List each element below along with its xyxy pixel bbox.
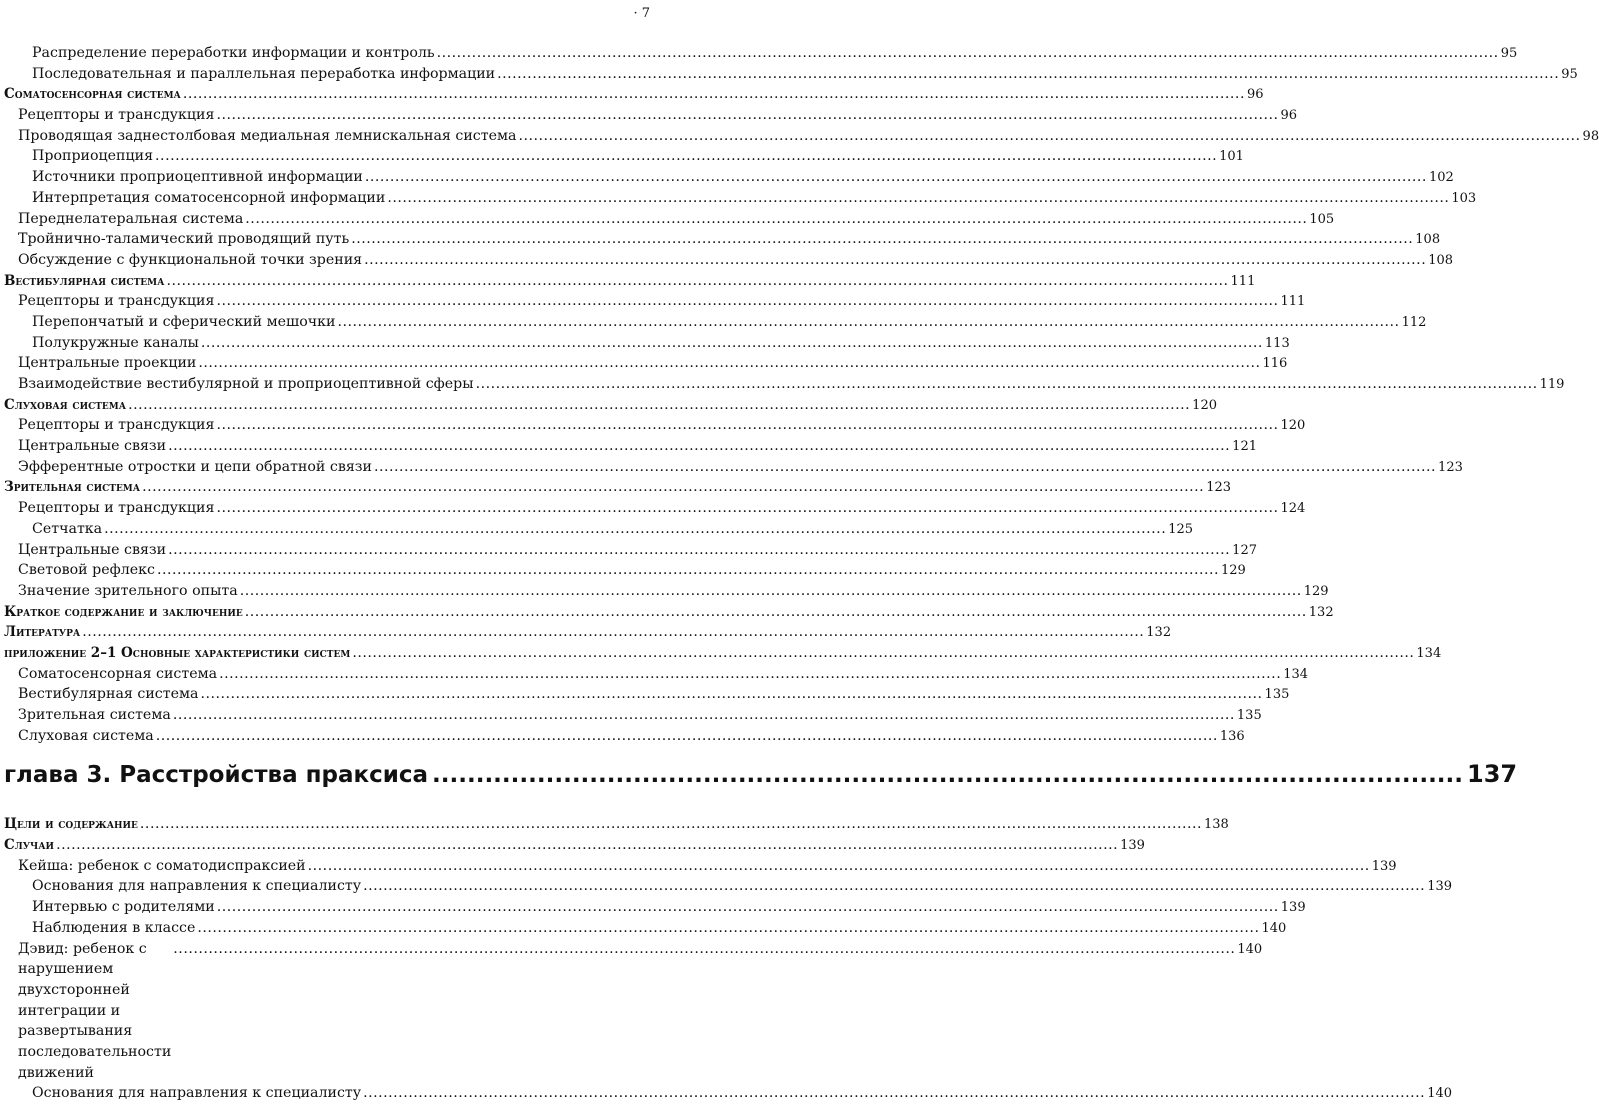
toc-entry bbox=[0, 684, 1290, 705]
toc-entry-title: Вестибулярная система bbox=[18, 686, 199, 703]
toc-entry-title: Соматосенсорная система bbox=[4, 86, 181, 103]
leader-dots bbox=[497, 64, 1559, 85]
table-of-contents bbox=[0, 43, 1599, 1104]
toc-entry-title: Рецепторы и трансдукция bbox=[18, 107, 215, 124]
toc-entry bbox=[0, 519, 1194, 540]
leader-dots bbox=[219, 664, 1281, 685]
toc-entry-page: 134 bbox=[1416, 645, 1442, 661]
toc-entry-page: 132 bbox=[1146, 625, 1172, 641]
toc-entry-title: Перепончатый и сферический мешочки bbox=[32, 313, 336, 330]
toc-entry-title: Соматосенсорная система bbox=[18, 665, 218, 682]
leader-dots bbox=[173, 939, 1235, 960]
leader-dots bbox=[216, 105, 1278, 126]
leader-dots bbox=[201, 333, 1263, 354]
toc-entry bbox=[0, 457, 1463, 478]
toc-entry-page: 120 bbox=[1280, 418, 1306, 434]
leader-dots bbox=[197, 918, 1259, 939]
toc-entry-page: 129 bbox=[1221, 563, 1246, 579]
leader-dots bbox=[168, 540, 1230, 561]
toc-entry-page: 113 bbox=[1264, 335, 1290, 351]
toc-entry-title: Полукружные каналы bbox=[32, 334, 199, 351]
toc-entry-title: Интерпретация соматосенсорной информации bbox=[32, 189, 386, 206]
toc-entry bbox=[0, 664, 1309, 685]
toc-entry bbox=[0, 250, 1454, 271]
toc-entry-page: 108 bbox=[1428, 252, 1454, 268]
toc-entry-title: Основания для направления к специалисту bbox=[32, 878, 362, 895]
toc-entry bbox=[0, 43, 1518, 64]
toc-entry-page: 135 bbox=[1264, 687, 1290, 703]
toc-entry-page: 139 bbox=[1120, 838, 1145, 854]
toc-entry bbox=[0, 856, 1397, 877]
toc-entry bbox=[0, 643, 1442, 664]
toc-entry-page: 120 bbox=[1192, 397, 1217, 413]
toc-entry-page: 98 bbox=[1582, 128, 1599, 144]
toc-entry-title: Взаимодействие вестибулярной и проприоцептивной сферы bbox=[18, 376, 474, 392]
toc-entry-title: Центральные проекции bbox=[18, 355, 197, 372]
leader-dots bbox=[476, 374, 1538, 395]
toc-entry-title: Переднелатеральная система bbox=[18, 210, 244, 227]
leader-dots bbox=[217, 897, 1279, 918]
toc-entry bbox=[0, 835, 1145, 856]
toc-entry-title: Интервью с родителями bbox=[32, 899, 215, 916]
toc-entry-title: Рецепторы и трансдукция bbox=[18, 293, 215, 310]
chapter-leader-dots bbox=[432, 762, 1463, 788]
toc-entry-title: Кейша: ребенок с соматодиспраксией bbox=[18, 857, 306, 874]
toc-entry-page: 124 bbox=[1280, 501, 1306, 517]
chapter-title: глава 3. Расстройства праксиса bbox=[4, 762, 429, 789]
chapter-page: 137 bbox=[1467, 760, 1518, 789]
page-number: · 7 bbox=[633, 6, 650, 21]
toc-entry bbox=[0, 64, 1578, 85]
toc-entry bbox=[0, 312, 1427, 333]
toc-entry-page: 121 bbox=[1232, 439, 1257, 455]
toc-entry-title: Слуховая система bbox=[18, 727, 154, 744]
toc-entry bbox=[0, 167, 1454, 188]
toc-entry bbox=[0, 876, 1453, 897]
toc-entry-title: приложение 2–1 Основные характеристики систем bbox=[4, 644, 351, 661]
toc-entry bbox=[0, 897, 1306, 918]
toc-entry-page: 112 bbox=[1401, 314, 1427, 330]
leader-dots bbox=[216, 498, 1278, 519]
toc-entry-title: Случаи bbox=[4, 837, 55, 854]
leader-dots bbox=[155, 146, 1217, 167]
toc-entry bbox=[0, 374, 1565, 395]
toc-entry bbox=[0, 209, 1335, 230]
toc-entry bbox=[0, 918, 1287, 939]
toc-entry-page: 125 bbox=[1168, 521, 1194, 537]
leader-dots bbox=[216, 291, 1278, 312]
leader-dots bbox=[245, 602, 1307, 623]
toc-entry-page: 116 bbox=[1262, 356, 1288, 372]
toc-entry-page: 123 bbox=[1206, 480, 1232, 496]
toc-entry-title: Центральные связи bbox=[18, 438, 167, 455]
toc-entry-title: Сетчатка bbox=[32, 520, 103, 537]
toc-entry bbox=[0, 146, 1244, 167]
toc-entry bbox=[0, 705, 1262, 726]
toc-entry-title: Распределение переработки информации и контроль bbox=[32, 45, 435, 61]
leader-dots bbox=[216, 415, 1278, 436]
toc-entry bbox=[0, 814, 1229, 835]
leader-dots bbox=[128, 395, 1190, 416]
leader-dots bbox=[352, 643, 1414, 664]
toc-entry-title: Дэвид: ребенок с нарушением двухсторонней интеграции и развертывания последовательности движений bbox=[18, 940, 172, 1081]
toc-entry-page: 135 bbox=[1236, 708, 1262, 723]
toc-entry-page: 140 bbox=[1237, 941, 1263, 957]
toc-entry bbox=[0, 939, 1263, 1084]
toc-entry-page: 105 bbox=[1309, 211, 1335, 227]
leader-dots bbox=[437, 43, 1499, 64]
toc-entry bbox=[0, 477, 1232, 498]
toc-entry-page: 138 bbox=[1204, 817, 1229, 833]
toc-entry-page: 139 bbox=[1280, 900, 1306, 916]
toc-entry-page: 139 bbox=[1371, 858, 1397, 874]
leader-dots bbox=[518, 126, 1580, 147]
toc-entry-title: Тройнично-таламический проводящий путь bbox=[18, 231, 350, 248]
leader-dots bbox=[245, 209, 1307, 230]
toc-entry-page: 101 bbox=[1219, 149, 1244, 165]
toc-entry-page: 95 bbox=[1561, 66, 1578, 82]
toc-entry bbox=[0, 540, 1257, 561]
toc-entry bbox=[0, 498, 1306, 519]
leader-dots bbox=[198, 353, 1260, 374]
toc-entry-title: Вестибулярная система bbox=[4, 272, 165, 289]
toc-entry-page: 119 bbox=[1539, 377, 1565, 392]
leader-dots bbox=[363, 1083, 1425, 1104]
toc-entry-title: Зрительная система bbox=[4, 479, 141, 496]
toc-entry-page: 111 bbox=[1230, 273, 1256, 289]
toc-entry-title: Основания для направления к специалисту bbox=[32, 1085, 362, 1102]
toc-entry-title: Обсуждение с функциональной точки зрения bbox=[18, 251, 363, 268]
toc-entry bbox=[0, 1083, 1453, 1104]
toc-entry-page: 102 bbox=[1428, 170, 1454, 186]
leader-dots bbox=[200, 684, 1262, 705]
toc-entry bbox=[0, 395, 1217, 416]
leader-dots bbox=[142, 477, 1204, 498]
toc-entry-title: Световой рефлекс bbox=[18, 562, 155, 579]
toc-entry-title: Слуховая система bbox=[4, 396, 127, 413]
toc-entry-title: Значение зрительного опыта bbox=[18, 582, 238, 599]
toc-entry-title: Эфферентные отростки и цепи обратной связи bbox=[18, 458, 372, 475]
leader-dots bbox=[82, 622, 1144, 643]
toc-entry-title: Краткое содержание и заключение bbox=[4, 603, 243, 620]
toc-entry bbox=[0, 333, 1290, 354]
toc-entry bbox=[0, 581, 1329, 602]
toc-entry-title: Рецепторы и трансдукция bbox=[18, 500, 215, 517]
leader-dots bbox=[308, 856, 1370, 877]
chapter-heading bbox=[0, 760, 1518, 814]
toc-entry-title: Источники проприоцептивной информации bbox=[32, 169, 363, 186]
toc-entry-page: 134 bbox=[1283, 666, 1309, 682]
toc-entry bbox=[0, 560, 1246, 581]
toc-entry-title: Зрительная система bbox=[18, 707, 171, 723]
toc-entry bbox=[0, 353, 1288, 374]
leader-dots bbox=[168, 436, 1230, 457]
toc-entry-page: 136 bbox=[1219, 728, 1245, 744]
toc-entry-title: Последовательная и параллельная переработка информации bbox=[32, 65, 496, 82]
leader-dots bbox=[104, 519, 1166, 540]
leader-dots bbox=[337, 312, 1399, 333]
toc-entry-title: Наблюдения в классе bbox=[32, 919, 196, 936]
toc-entry-page: 129 bbox=[1303, 583, 1329, 599]
toc-entry-title: Центральные связи bbox=[18, 541, 167, 558]
toc-entry-page: 108 bbox=[1415, 232, 1441, 248]
toc-entry bbox=[0, 105, 1298, 126]
toc-entry-title: Цели и содержание bbox=[4, 816, 138, 833]
toc-list-chapter-3 bbox=[0, 814, 1453, 1104]
leader-dots bbox=[183, 84, 1245, 105]
toc-entry-page: 96 bbox=[1280, 108, 1298, 124]
toc-entry bbox=[0, 84, 1264, 105]
toc-entry bbox=[0, 271, 1256, 292]
toc-list-chapter-2 bbox=[0, 43, 1599, 746]
toc-entry bbox=[0, 622, 1172, 643]
toc-entry-title: Проприоцепция bbox=[32, 148, 154, 165]
toc-entry bbox=[0, 126, 1599, 147]
toc-entry bbox=[0, 291, 1306, 312]
leader-dots bbox=[351, 229, 1413, 250]
toc-entry bbox=[0, 436, 1257, 457]
leader-dots bbox=[240, 581, 1302, 602]
leader-dots bbox=[166, 271, 1228, 292]
leader-dots bbox=[56, 835, 1118, 856]
leader-dots bbox=[364, 250, 1426, 271]
toc-entry bbox=[0, 415, 1306, 436]
toc-entry-page: 139 bbox=[1427, 879, 1453, 895]
toc-entry-page: 111 bbox=[1280, 294, 1306, 310]
toc-entry-page: 103 bbox=[1451, 190, 1477, 206]
toc-entry bbox=[0, 188, 1477, 209]
toc-entry-page: 132 bbox=[1308, 604, 1334, 620]
toc-entry-title: Рецепторы и трансдукция bbox=[18, 417, 215, 434]
toc-entry-page: 96 bbox=[1246, 87, 1264, 103]
leader-dots bbox=[156, 726, 1218, 747]
toc-entry bbox=[0, 602, 1334, 623]
leader-dots bbox=[365, 167, 1427, 188]
toc-entry bbox=[0, 229, 1441, 250]
toc-entry-title: Литература bbox=[4, 624, 81, 641]
toc-entry-page: 95 bbox=[1500, 46, 1518, 61]
toc-entry-page: 123 bbox=[1438, 459, 1463, 475]
leader-dots bbox=[363, 876, 1425, 897]
leader-dots bbox=[374, 457, 1436, 478]
toc-entry-title: Проводящая заднестолбовая медиальная лемнискальная система bbox=[18, 127, 517, 144]
toc-entry-page: 127 bbox=[1232, 542, 1257, 558]
leader-dots bbox=[157, 560, 1219, 581]
toc-entry-page: 140 bbox=[1427, 1086, 1453, 1102]
toc-entry bbox=[0, 726, 1245, 747]
leader-dots bbox=[387, 188, 1449, 209]
toc-entry-page: 140 bbox=[1261, 920, 1287, 936]
leader-dots bbox=[173, 705, 1235, 726]
leader-dots bbox=[140, 814, 1202, 835]
